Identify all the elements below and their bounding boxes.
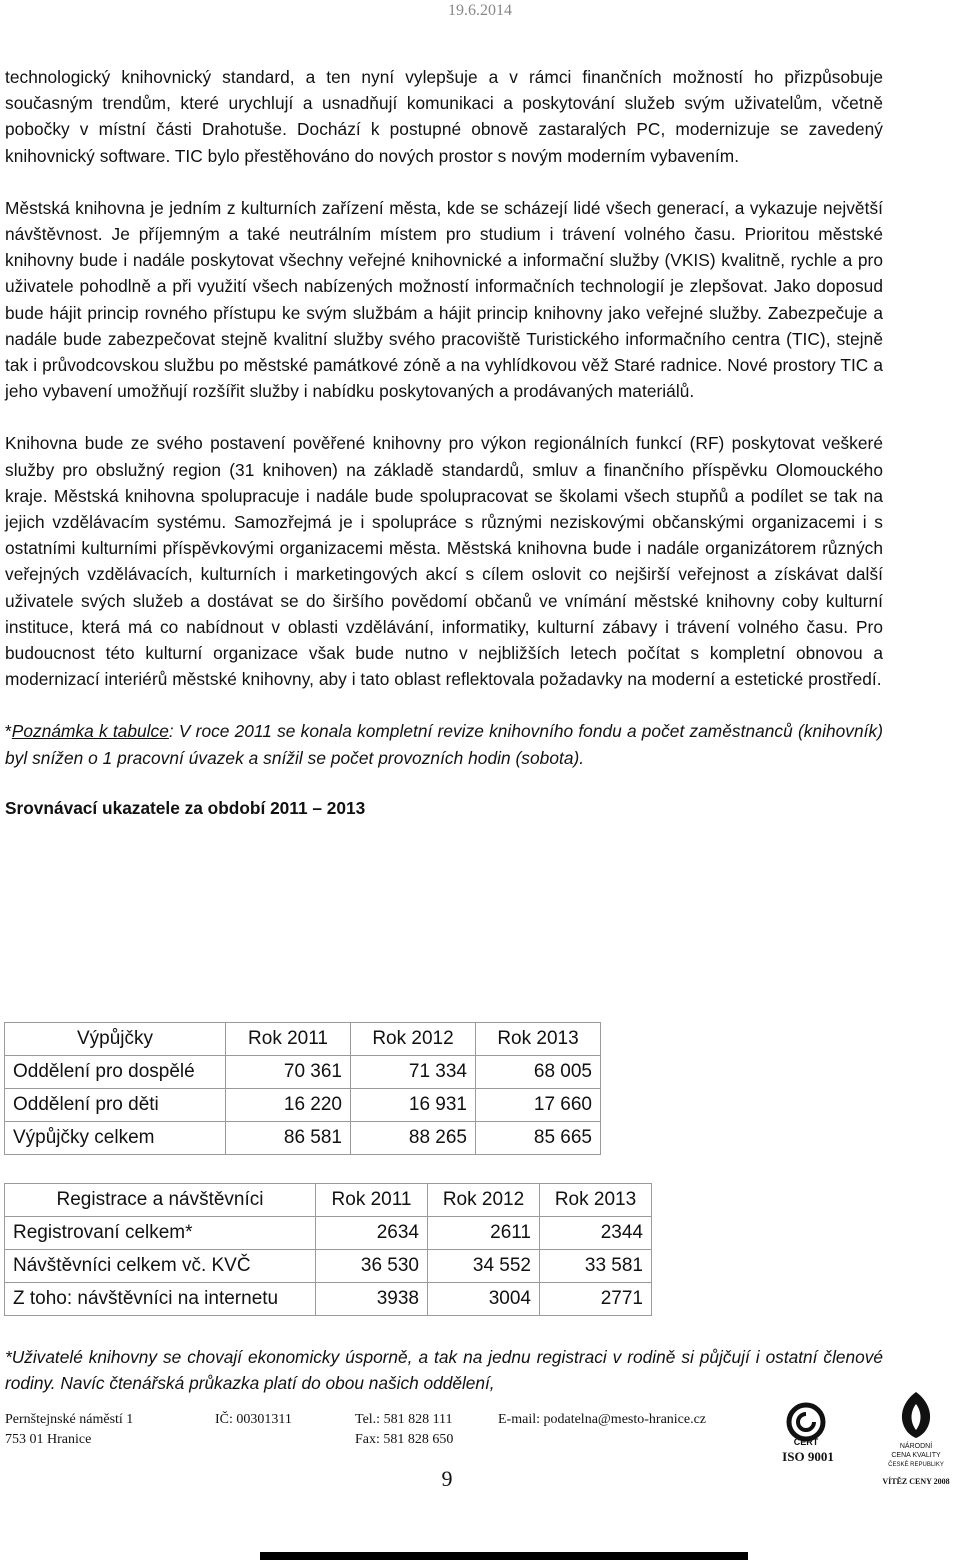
table-cell: Výpůjčky celkem [5,1122,226,1155]
footer-address-line1: Pernštejnské náměstí 1 [5,1412,134,1427]
table-cell: 71 334 [351,1056,476,1089]
table-cell: 86 581 [226,1122,351,1155]
table-cell: Registrovaní celkem* [5,1217,316,1250]
table-cell: 88 265 [351,1122,476,1155]
cert-label: CERT [793,1437,819,1447]
table-cell: 68 005 [476,1056,601,1089]
table-row [5,1089,601,1122]
award-line1: NÁRODNÍ [899,1443,933,1450]
table-cell: 36 530 [316,1250,428,1283]
paragraph-1: technologický knihovnický standard, a ten nyní vylepšuje a v rámci finančních možností ho přizpůsobuje současným trendům, které urychlují a usnadňují komunikaci a poskytování služeb svým uživatelům, včetně pobočky v místní části Drahotuše. Dochází k postupné obnově zastaralých PC, modernizuje se zavedený knihovnický software. TIC bylo přestěhováno do nových prostor s novým moderním vybavením. [5,67,883,166]
table-cell: 2611 [428,1217,540,1250]
table-cell: 2634 [316,1217,428,1250]
table-header-cell: Rok 2013 [540,1184,652,1217]
footer-phone [355,1410,453,1450]
table-cell: 70 361 [226,1056,351,1089]
table-cell: 85 665 [476,1122,601,1155]
footer-tel: Tel.: 581 828 111 [355,1412,453,1427]
table-cell: 17 660 [476,1089,601,1122]
table-header-cell: Rok 2012 [351,1023,476,1056]
table-row [5,1250,652,1283]
table-cell: 3938 [316,1283,428,1316]
header-date: 19.6.2014 [448,2,512,19]
footer-address-line2: 753 01 Hranice [5,1432,92,1447]
table-header-cell: Rok 2011 [226,1023,351,1056]
cert-iso-logo [778,1398,848,1468]
table-header-row [5,1023,601,1056]
table-cell: 2771 [540,1283,652,1316]
footer-ic: IČ: 00301311 [215,1412,292,1427]
table-note [5,718,883,770]
paragraph-3: Knihovna bude ze svého postavení pověřené knihovny pro výkon regionálních funkcí (RF) poskytovat veškeré služby pro obslužný region (31 knihoven) na základě standardů, smluv a finančního příspěvku Olomouckého kraje. Městská knihovna spolupracuje i nadále bude spolupracovat se školami všech stupňů a podílet se tak na jejich vzdělávacím systému. Samozřejmá je i spolupráce s různými neziskovými občanskými organizacemi i s ostatními kulturními příspěvkovými organizacemi města. Městská knihovna bude i nadále organizátorem různých veřejných vzdělávacích, kulturních i marketingových akcí s cílem oslovit co nejširší veřejnost a získávat další uživatele svých služeb a dostávat se do širšího povědomí občanů ve vnímání městské knihovny coby kulturní instituce, která má co nabídnout v oblasti vzdělávání, informatiky, kulturní zábavy i trávení volného času. Pro budoucnost této kulturní organizace však bude nutno v nejbližších letech počítat s kompletní obnovou a modernizací interiérů městské knihovny, aby i tato oblast reflektovala požadavky na moderní a estetické prostředí. [5,433,883,690]
table-row [5,1056,601,1089]
table-row [5,1217,652,1250]
table-cell: 16 220 [226,1089,351,1122]
registration-note: *Uživatelé knihovny se chovají ekonomicky úsporně, a tak na jednu registraci v rodině si půjčují i ostatní členové rodiny. Navíc čtenářská průkazka platí do obou našich oddělení, [5,1347,883,1393]
table-cell: 16 931 [351,1089,476,1122]
table-cell: 3004 [428,1283,540,1316]
bottom-bar [260,1552,748,1560]
table-cell: 2344 [540,1217,652,1250]
table-note-label: Poznámka k tabulce [11,721,169,742]
registrations-table [4,1183,652,1316]
iso-label: ISO 9001 [782,1449,834,1464]
table-header-cell: Rok 2012 [428,1184,540,1217]
national-quality-award-logo [872,1388,960,1488]
table-note-star: * [5,721,12,742]
table-header-cell: Registrace a návštěvníci [5,1184,316,1217]
cert-ring-icon [789,1405,823,1439]
loans-table [4,1022,601,1155]
table-cell: Oddělení pro dospělé [5,1056,226,1089]
table-cell: 33 581 [540,1250,652,1283]
footer-fax: Fax: 581 828 650 [355,1432,454,1447]
table-header-cell: Rok 2011 [316,1184,428,1217]
table-cell: Návštěvníci celkem vč. KVČ [5,1250,316,1283]
table-header-cell: Rok 2013 [476,1023,601,1056]
footer-address [5,1410,133,1450]
table-header-cell: Výpůjčky [5,1023,226,1056]
section-heading: Srovnávací ukazatele za období 2011 – 2013 [5,797,366,818]
table-cell: 34 552 [428,1250,540,1283]
table-note-text: : V roce 2011 se konala kompletní revize knihovního fondu a počet zaměstnanců (knihovník) byl snížen o 1 pracovní úvazek a snížil se počet provozních hodin (sobota). [5,721,884,768]
table-cell: Oddělení pro děti [5,1089,226,1122]
table-cell: Z toho: návštěvníci na internetu [5,1283,316,1316]
award-line3: ČESKÉ REPUBLIKY [888,1462,944,1468]
paragraph-2: Městská knihovna je jedním z kulturních zařízení města, kde se scházejí lidé všech generací, a vykazuje největší návštěvnost. Je příjemným a také neutrálním místem pro studium i trávení volného času. Prioritou městské knihovny bude i nadále poskytovat všechny veřejné knihovnické a informační služby (VKIS) kvalitně, rychle a pro uživatele pohodlně a při využití všech nabízených možností informačních technologií je zlepšovat. Jako doposud bude hájit princip rovného přístupu ke svým službám a hájit princip knihovny jako veřejné služby. Zabezpečuje a nadále bude zabezpečovat stejně kvalitní služby svého pracoviště Turistického informačního centra (TIC), stejně tak i průvodcovskou službu po městské památkové zóně a na vyhlídkovou věž Staré radnice. Nové prostory TIC a jeho vybavení umožňují rozšířit služby i nabídku poskytovaných a prodávaných materiálů. [5,197,883,402]
award-winner: VÍTĚZ CENY 2008 [882,1477,950,1486]
award-line2: CENA KVALITY [891,1452,941,1459]
table-header-row [5,1184,652,1217]
page-number: 9 [441,1466,453,1491]
table-row [5,1122,601,1155]
document-body [5,64,883,821]
table-row [5,1283,652,1316]
cert-swirl-icon [798,1414,814,1430]
footer-email: E-mail: podatelna@mesto-hranice.cz [498,1412,707,1427]
